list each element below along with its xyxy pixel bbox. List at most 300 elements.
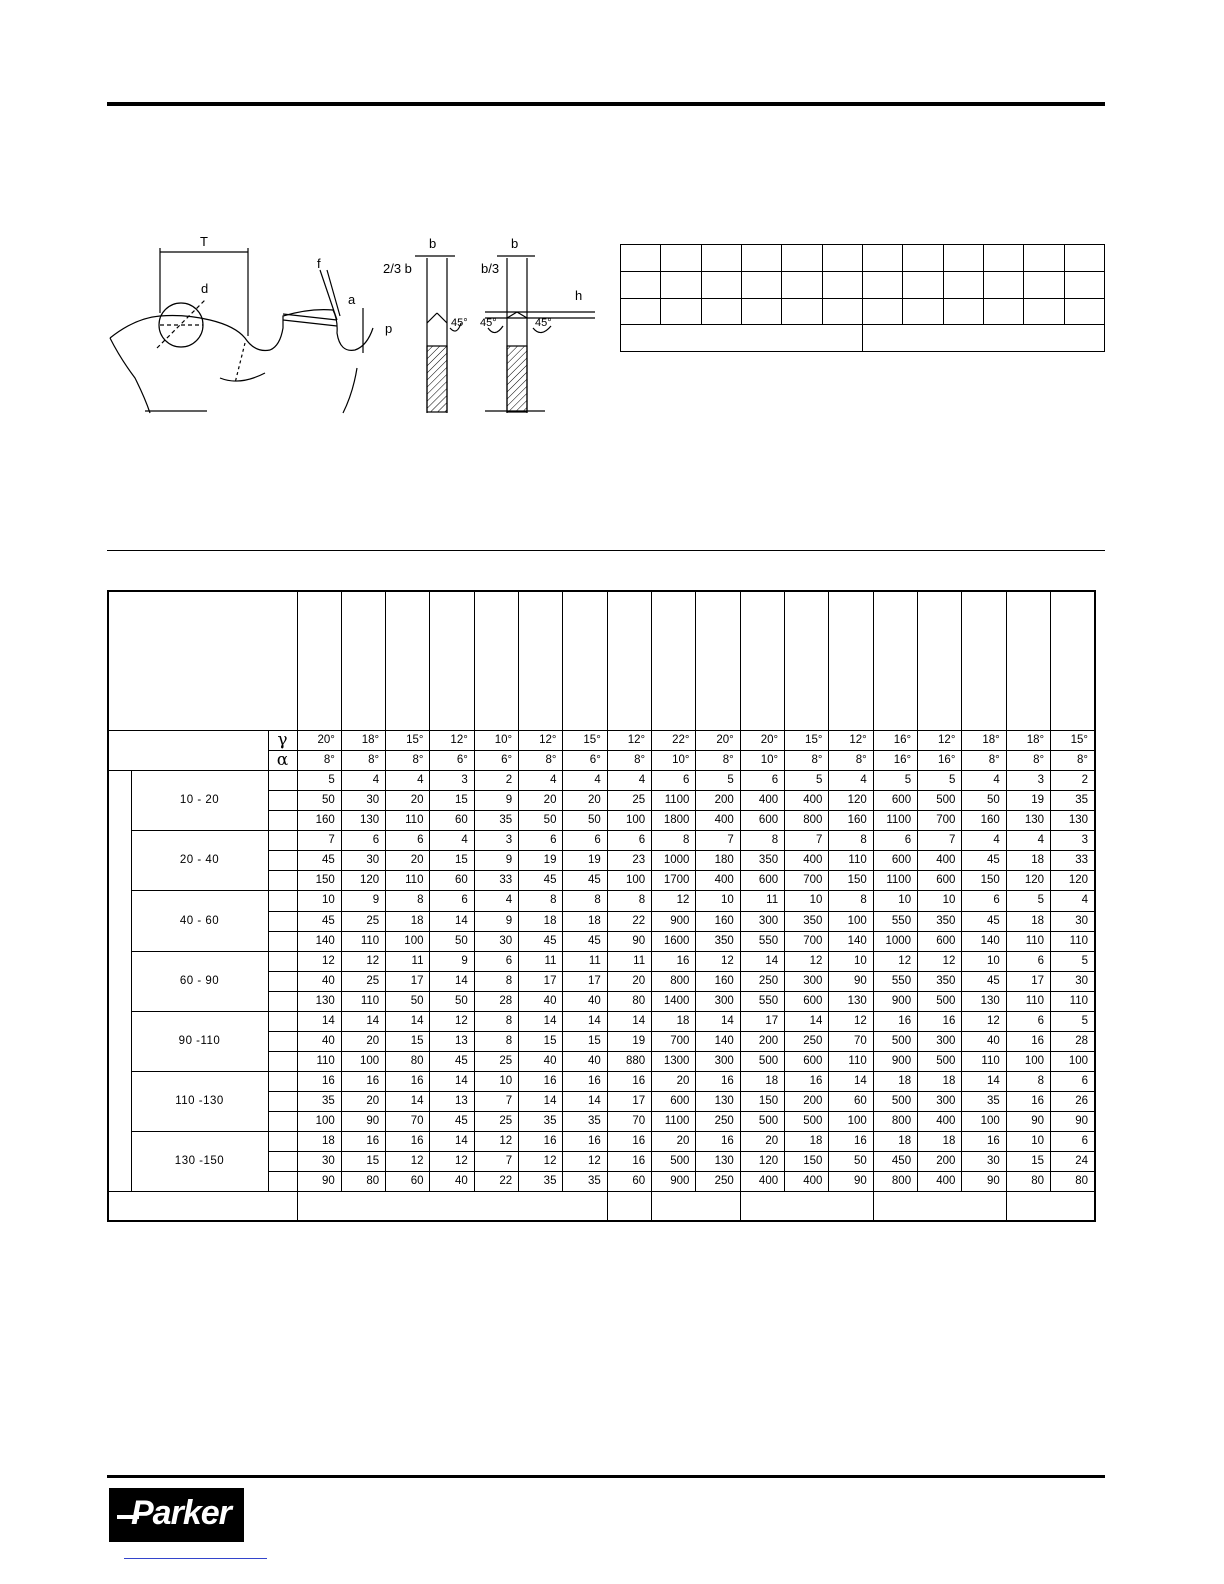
data-cell: 25 (474, 1111, 518, 1131)
gamma-symbol: γ (268, 731, 297, 751)
data-cell: 800 (873, 1111, 917, 1131)
label-two-thirds-b: 2/3 b (383, 261, 412, 276)
data-cell: 500 (740, 1051, 784, 1071)
data-cell: 120 (341, 871, 385, 891)
data-cell: 7 (696, 831, 740, 851)
data-cell: 140 (829, 931, 873, 951)
data-cell: 130 (696, 1151, 740, 1171)
data-cell: 4 (519, 771, 563, 791)
data-cell: 110 (1006, 991, 1050, 1011)
data-cell: 12 (430, 1011, 474, 1031)
data-cell: 40 (519, 991, 563, 1011)
material-header-cell (962, 591, 1006, 731)
gamma-value: 20° (740, 731, 784, 751)
data-cell: 30 (474, 931, 518, 951)
footer-group-cell (297, 1191, 607, 1221)
data-cell: 15 (386, 1031, 430, 1051)
data-cell: 500 (918, 991, 962, 1011)
data-cell: 90 (829, 1171, 873, 1191)
row-label-cell (268, 1171, 297, 1191)
data-cell: 9 (474, 851, 518, 871)
data-cell: 3 (1051, 831, 1095, 851)
label-p: p (385, 321, 393, 336)
data-cell: 400 (740, 1171, 784, 1191)
small-table-row (621, 271, 1105, 298)
data-cell: 14 (785, 1011, 829, 1031)
data-cell: 11 (519, 951, 563, 971)
data-cell: 16 (386, 1071, 430, 1091)
data-cell: 10 (1006, 1131, 1050, 1151)
data-cell: 17 (607, 1091, 651, 1111)
thickness-range: 110 -130 (131, 1071, 268, 1131)
data-cell: 8 (474, 1031, 518, 1051)
data-cell: 8 (519, 891, 563, 911)
data-cell: 30 (1051, 911, 1095, 931)
data-cell: 16 (696, 1071, 740, 1091)
data-cell: 400 (696, 811, 740, 831)
data-cell: 16 (341, 1131, 385, 1151)
data-cell: 800 (652, 971, 696, 991)
data-cell: 150 (740, 1091, 784, 1111)
data-cell: 140 (696, 1031, 740, 1051)
data-cell: 110 (386, 871, 430, 891)
tooth-dimension-table (620, 244, 1105, 352)
alpha-symbol: α (268, 751, 297, 771)
label-T: T (200, 234, 208, 249)
section-rule (107, 550, 1105, 551)
row-label-cell (268, 1131, 297, 1151)
data-cell: 12 (962, 1011, 1006, 1031)
data-cell: 80 (1006, 1171, 1050, 1191)
thickness-range: 60 - 90 (131, 951, 268, 1011)
data-cell: 600 (918, 931, 962, 951)
data-cell: 150 (829, 871, 873, 891)
data-cell: 160 (829, 811, 873, 831)
data-cell: 16 (962, 1131, 1006, 1151)
data-cell: 15 (563, 1031, 607, 1051)
data-cell: 45 (563, 871, 607, 891)
data-cell: 12 (341, 951, 385, 971)
data-cell: 17 (563, 971, 607, 991)
data-cell: 16 (519, 1071, 563, 1091)
data-cell: 5 (785, 771, 829, 791)
data-cell: 4 (962, 831, 1006, 851)
data-cell: 1000 (873, 931, 917, 951)
alpha-value: 8° (696, 751, 740, 771)
data-cell: 12 (297, 951, 341, 971)
data-cell: 80 (607, 991, 651, 1011)
data-cell: 50 (297, 791, 341, 811)
data-cell: 800 (785, 811, 829, 831)
data-cell: 16 (341, 1071, 385, 1091)
data-cell: 22 (607, 911, 651, 931)
data-cell: 6 (1051, 1071, 1095, 1091)
data-cell: 30 (341, 791, 385, 811)
data-cell: 40 (962, 1031, 1006, 1051)
data-cell: 5 (1051, 951, 1095, 971)
data-cell: 45 (297, 851, 341, 871)
data-cell: 450 (873, 1151, 917, 1171)
data-cell: 18 (785, 1131, 829, 1151)
data-cell: 4 (563, 771, 607, 791)
data-cell: 900 (652, 911, 696, 931)
data-cell: 45 (519, 871, 563, 891)
data-cell: 5 (1006, 891, 1050, 911)
data-cell: 19 (563, 851, 607, 871)
data-cell: 17 (519, 971, 563, 991)
data-cell: 15 (430, 791, 474, 811)
data-cell: 140 (962, 931, 1006, 951)
material-header-cell (740, 591, 784, 731)
data-cell: 160 (962, 811, 1006, 831)
data-cell: 250 (785, 1031, 829, 1051)
row-label-cell (268, 771, 297, 791)
row-label-cell (268, 1051, 297, 1071)
data-cell: 350 (918, 911, 962, 931)
data-cell: 25 (341, 971, 385, 991)
data-cell: 16 (563, 1131, 607, 1151)
data-cell: 400 (785, 1171, 829, 1191)
data-cell: 160 (297, 811, 341, 831)
alpha-value: 16° (873, 751, 917, 771)
row-label-cell (268, 1011, 297, 1031)
angle-label-cell (108, 731, 268, 771)
row-label-cell (268, 1091, 297, 1111)
row-label-cell (268, 1111, 297, 1131)
data-cell: 19 (1006, 791, 1050, 811)
data-cell: 700 (785, 871, 829, 891)
data-cell: 700 (785, 931, 829, 951)
data-cell: 6 (873, 831, 917, 851)
data-cell: 10 (785, 891, 829, 911)
data-cell: 8 (607, 891, 651, 911)
footer-group-cell (740, 1191, 873, 1221)
gamma-value: 10° (474, 731, 518, 751)
data-cell: 90 (297, 1171, 341, 1191)
data-cell: 110 (1051, 991, 1095, 1011)
data-cell: 130 (962, 991, 1006, 1011)
data-cell: 17 (740, 1011, 784, 1031)
data-cell: 150 (297, 871, 341, 891)
data-cell: 14 (341, 1011, 385, 1031)
data-cell: 4 (430, 831, 474, 851)
data-cell: 120 (740, 1151, 784, 1171)
data-cell: 100 (386, 931, 430, 951)
data-cell: 3 (474, 831, 518, 851)
data-cell: 16 (873, 1011, 917, 1031)
data-cell: 12 (519, 1151, 563, 1171)
alpha-value: 8° (607, 751, 651, 771)
data-cell: 18 (1006, 911, 1050, 931)
data-cell: 14 (696, 1011, 740, 1031)
table-footer-row (108, 1191, 1095, 1221)
data-cell: 20 (652, 1131, 696, 1151)
data-cell: 90 (962, 1171, 1006, 1191)
label-45-3: 45° (535, 317, 552, 329)
data-cell: 50 (563, 811, 607, 831)
data-cell: 20 (386, 851, 430, 871)
gamma-value: 12° (918, 731, 962, 751)
gamma-value: 18° (341, 731, 385, 751)
data-cell: 30 (1051, 971, 1095, 991)
gamma-value: 20° (696, 731, 740, 751)
data-cell: 13 (430, 1031, 474, 1051)
data-cell: 600 (740, 871, 784, 891)
data-cell: 18 (386, 911, 430, 931)
data-cell: 1100 (873, 871, 917, 891)
data-cell: 4 (474, 891, 518, 911)
row-label-cell (268, 991, 297, 1011)
alpha-value: 8° (519, 751, 563, 771)
data-cell: 90 (1051, 1111, 1095, 1131)
data-cell: 12 (430, 1151, 474, 1171)
gamma-value: 15° (563, 731, 607, 751)
data-cell: 6 (652, 771, 696, 791)
data-cell: 130 (341, 811, 385, 831)
data-cell: 300 (785, 971, 829, 991)
gamma-row (108, 731, 1095, 751)
bottom-rule (107, 1475, 1105, 1478)
data-cell: 11 (386, 951, 430, 971)
material-header-cell (829, 591, 873, 731)
data-cell: 40 (297, 1031, 341, 1051)
data-cell: 300 (918, 1031, 962, 1051)
material-header-cell (652, 591, 696, 731)
data-cell: 16 (785, 1071, 829, 1091)
data-cell: 50 (386, 991, 430, 1011)
data-cell: 13 (430, 1091, 474, 1111)
gamma-value: 22° (652, 731, 696, 751)
data-cell: 45 (962, 851, 1006, 871)
material-header-cell (1006, 591, 1050, 731)
data-cell: 14 (430, 1071, 474, 1091)
data-cell: 880 (607, 1051, 651, 1071)
data-cell: 400 (918, 1111, 962, 1131)
data-cell: 45 (430, 1111, 474, 1131)
small-table-row (621, 325, 1105, 352)
data-cell: 110 (386, 811, 430, 831)
table-row (108, 1071, 1095, 1091)
data-cell: 14 (519, 1091, 563, 1111)
data-cell: 500 (918, 1051, 962, 1071)
data-cell: 8 (829, 831, 873, 851)
gamma-value: 12° (430, 731, 474, 751)
label-45-2: 45° (480, 317, 497, 329)
data-cell: 15 (430, 851, 474, 871)
data-cell: 7 (474, 1151, 518, 1171)
data-cell: 6 (519, 831, 563, 851)
data-cell: 6 (341, 831, 385, 851)
footer-group-cell (652, 1191, 741, 1221)
data-cell: 900 (652, 1171, 696, 1191)
thickness-range: 10 - 20 (131, 771, 268, 831)
data-cell: 26 (1051, 1091, 1095, 1111)
data-cell: 400 (740, 791, 784, 811)
alpha-value: 6° (430, 751, 474, 771)
data-cell: 19 (607, 1031, 651, 1051)
data-cell: 20 (341, 1091, 385, 1111)
data-cell: 200 (918, 1151, 962, 1171)
data-cell: 12 (829, 1011, 873, 1031)
table-row (108, 831, 1095, 851)
data-cell: 14 (386, 1091, 430, 1111)
data-cell: 45 (563, 931, 607, 951)
data-cell: 1400 (652, 991, 696, 1011)
data-cell: 14 (386, 1011, 430, 1031)
data-cell: 140 (297, 931, 341, 951)
data-cell: 5 (696, 771, 740, 791)
data-cell: 14 (829, 1071, 873, 1091)
data-cell: 6 (1006, 951, 1050, 971)
data-cell: 3 (1006, 771, 1050, 791)
data-cell: 50 (430, 991, 474, 1011)
data-cell: 18 (740, 1071, 784, 1091)
data-cell: 600 (785, 1051, 829, 1071)
table-row (108, 771, 1095, 791)
data-cell: 10 (918, 891, 962, 911)
top-rule (107, 102, 1105, 106)
data-cell: 6 (430, 891, 474, 911)
data-cell: 120 (829, 791, 873, 811)
material-header-cell (696, 591, 740, 731)
data-cell: 19 (519, 851, 563, 871)
data-cell: 110 (341, 991, 385, 1011)
row-label-cell (268, 851, 297, 871)
data-cell: 14 (962, 1071, 1006, 1091)
data-cell: 22 (474, 1171, 518, 1191)
data-cell: 25 (607, 791, 651, 811)
data-cell: 130 (696, 1091, 740, 1111)
row-label-cell (268, 811, 297, 831)
data-cell: 16 (652, 951, 696, 971)
data-cell: 700 (652, 1031, 696, 1051)
data-cell: 8 (474, 971, 518, 991)
alpha-value: 10° (740, 751, 784, 771)
data-cell: 1100 (873, 811, 917, 831)
alpha-value: 8° (962, 751, 1006, 771)
material-header-cell (785, 591, 829, 731)
data-cell: 45 (962, 971, 1006, 991)
data-cell: 100 (829, 911, 873, 931)
data-cell: 35 (1051, 791, 1095, 811)
data-cell: 16 (1006, 1031, 1050, 1051)
data-cell: 500 (873, 1091, 917, 1111)
data-cell: 80 (386, 1051, 430, 1071)
data-cell: 8 (474, 1011, 518, 1031)
data-cell: 9 (341, 891, 385, 911)
data-cell: 900 (873, 1051, 917, 1071)
data-cell: 110 (1051, 931, 1095, 951)
alpha-value: 8° (386, 751, 430, 771)
alpha-value: 6° (474, 751, 518, 771)
data-cell: 100 (297, 1111, 341, 1131)
data-cell: 70 (829, 1031, 873, 1051)
data-cell: 70 (607, 1111, 651, 1131)
data-cell: 16 (519, 1131, 563, 1151)
alpha-value: 10° (652, 751, 696, 771)
data-cell: 500 (873, 1031, 917, 1051)
data-cell: 60 (607, 1171, 651, 1191)
data-cell: 60 (430, 871, 474, 891)
data-cell: 900 (873, 991, 917, 1011)
data-cell: 40 (563, 991, 607, 1011)
data-cell: 100 (341, 1051, 385, 1071)
label-b-third: b/3 (481, 261, 500, 276)
data-cell: 1100 (652, 1111, 696, 1131)
data-cell: 10 (297, 891, 341, 911)
material-header-cell (519, 591, 563, 731)
data-cell: 600 (785, 991, 829, 1011)
alpha-value: 8° (341, 751, 385, 771)
data-cell: 35 (962, 1091, 1006, 1111)
data-cell: 6 (474, 951, 518, 971)
data-cell: 14 (430, 1131, 474, 1151)
data-cell: 160 (696, 971, 740, 991)
data-cell: 16 (829, 1131, 873, 1151)
data-cell: 90 (607, 931, 651, 951)
data-cell: 130 (829, 991, 873, 1011)
data-cell: 17 (1006, 971, 1050, 991)
data-cell: 1700 (652, 871, 696, 891)
row-label-cell (268, 1151, 297, 1171)
data-cell: 130 (1006, 811, 1050, 831)
data-cell: 30 (962, 1151, 1006, 1171)
gamma-value: 12° (519, 731, 563, 751)
data-cell: 10 (829, 951, 873, 971)
thickness-range: 40 - 60 (131, 891, 268, 951)
data-cell: 33 (1051, 851, 1095, 871)
data-cell: 2 (474, 771, 518, 791)
logo-text: Parker (131, 1494, 231, 1532)
small-table-row (621, 245, 1105, 272)
data-cell: 90 (341, 1111, 385, 1131)
data-cell: 20 (607, 971, 651, 991)
row-label-cell (268, 1071, 297, 1091)
data-cell: 14 (563, 1091, 607, 1111)
data-cell: 15 (1006, 1151, 1050, 1171)
data-cell: 35 (474, 811, 518, 831)
data-cell: 7 (918, 831, 962, 851)
data-cell: 350 (918, 971, 962, 991)
data-cell: 17 (386, 971, 430, 991)
data-cell: 4 (1051, 891, 1095, 911)
data-cell: 500 (652, 1151, 696, 1171)
material-header-cell (297, 591, 341, 731)
footer-group-cell (873, 1191, 1006, 1221)
data-cell: 1100 (652, 791, 696, 811)
footer-group-cell (1006, 1191, 1095, 1221)
label-b2: b (511, 236, 519, 251)
data-cell: 400 (918, 851, 962, 871)
data-cell: 300 (918, 1091, 962, 1111)
data-cell: 110 (829, 1051, 873, 1071)
data-cell: 400 (918, 1171, 962, 1191)
data-cell: 500 (918, 791, 962, 811)
data-cell: 300 (696, 1051, 740, 1071)
data-cell: 200 (785, 1091, 829, 1111)
data-cell: 1600 (652, 931, 696, 951)
data-cell: 350 (740, 851, 784, 871)
data-cell: 14 (430, 911, 474, 931)
row-label-cell (268, 871, 297, 891)
data-cell: 160 (696, 911, 740, 931)
data-cell: 9 (430, 951, 474, 971)
data-cell: 50 (519, 811, 563, 831)
data-cell: 110 (1006, 931, 1050, 951)
label-h: h (575, 288, 583, 303)
data-cell: 5 (1051, 1011, 1095, 1031)
data-cell: 50 (430, 931, 474, 951)
